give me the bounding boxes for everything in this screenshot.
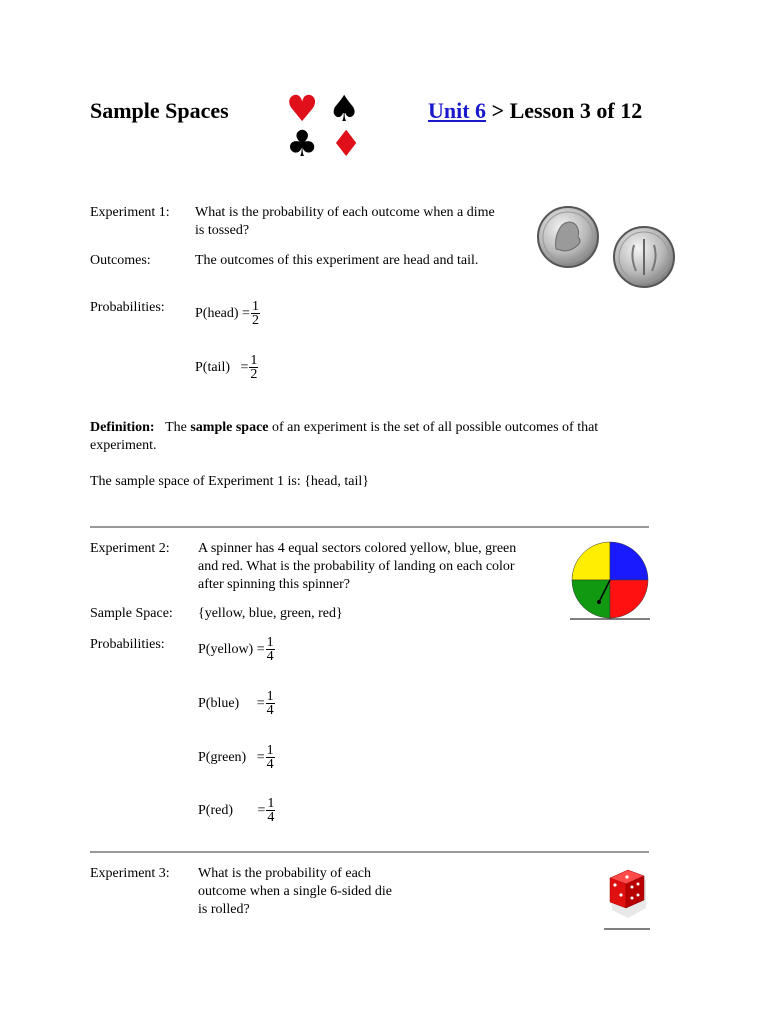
sample-space-value: {yellow, blue, green, red} (198, 606, 343, 621)
prob-head (195, 300, 260, 327)
experiment3-label: Experiment 3: (90, 866, 170, 881)
prob-tail (195, 354, 258, 381)
definition-term: sample space (190, 420, 269, 435)
definition-label: Definition: (90, 420, 155, 435)
fraction: $\frac{1}{4}$ (267, 796, 275, 825)
fraction: $\frac{1}{4}$ (266, 743, 274, 772)
dime-heads-image (536, 205, 600, 269)
experiment2-question: A spinner has 4 equal sectors colored yellow, blue, green and red. What is the probability of landing on each color after spinning this spinner? (198, 541, 517, 592)
fraction: $\frac{1}{4}$ (266, 635, 274, 664)
fraction: $\frac{1}{2}$ (251, 299, 259, 328)
definition: Definition: The sample space of an experiment is the set of all possible outcomes of that experiment. (90, 420, 599, 453)
fraction: $\frac{1}{2}$ (250, 353, 258, 382)
fraction: $\frac{1}{4}$ (266, 689, 274, 718)
spade-icon: ♠ (328, 89, 361, 130)
outcomes-label: Outcomes: (90, 253, 151, 268)
prob-tail-label: P(tail) = (195, 359, 249, 375)
divider (90, 526, 649, 528)
experiment1-label: Experiment 1: (90, 205, 170, 220)
die-image (604, 868, 650, 930)
experiment1-question: What is the probability of each outcome when a dime is tossed? (195, 205, 495, 238)
page-title: Sample Spaces (90, 98, 229, 123)
experiment2-label: Experiment 2: (90, 541, 170, 556)
unit-link[interactable]: Unit 6 (428, 98, 487, 123)
prob-blue: P(blue) = $\frac{1}{4}$ (198, 689, 274, 718)
definition-example: The sample space of Experiment 1 is: {head, tail} (90, 474, 369, 489)
experiment3-question: What is the probability of each outcome when a single 6-sided die is rolled? (198, 866, 393, 917)
prob-red: P(red) = $\frac{1}{4}$ (198, 796, 275, 825)
prob-yellow: P(yellow) = $\frac{1}{4}$ (198, 635, 274, 664)
prob-head-label: P(head) = (195, 305, 250, 321)
prob-green: P(green) = $\frac{1}{4}$ (198, 743, 274, 772)
outcomes-text: The outcomes of this experiment are head and tail. (195, 253, 479, 268)
divider (90, 851, 649, 853)
probabilities-label-1: Probabilities: (90, 300, 165, 315)
club-icon: ♣ (286, 124, 319, 165)
breadcrumb (428, 98, 642, 124)
probabilities-label-2: Probabilities: (90, 637, 165, 652)
spinner-image (568, 538, 652, 622)
heart-icon: ♥ (286, 89, 319, 130)
diamond-icon: ♦ (330, 124, 363, 165)
lesson-indicator: > Lesson 3 of 12 (486, 98, 643, 123)
dime-tails-image (612, 225, 676, 289)
sample-space-label: Sample Space: (90, 606, 173, 621)
